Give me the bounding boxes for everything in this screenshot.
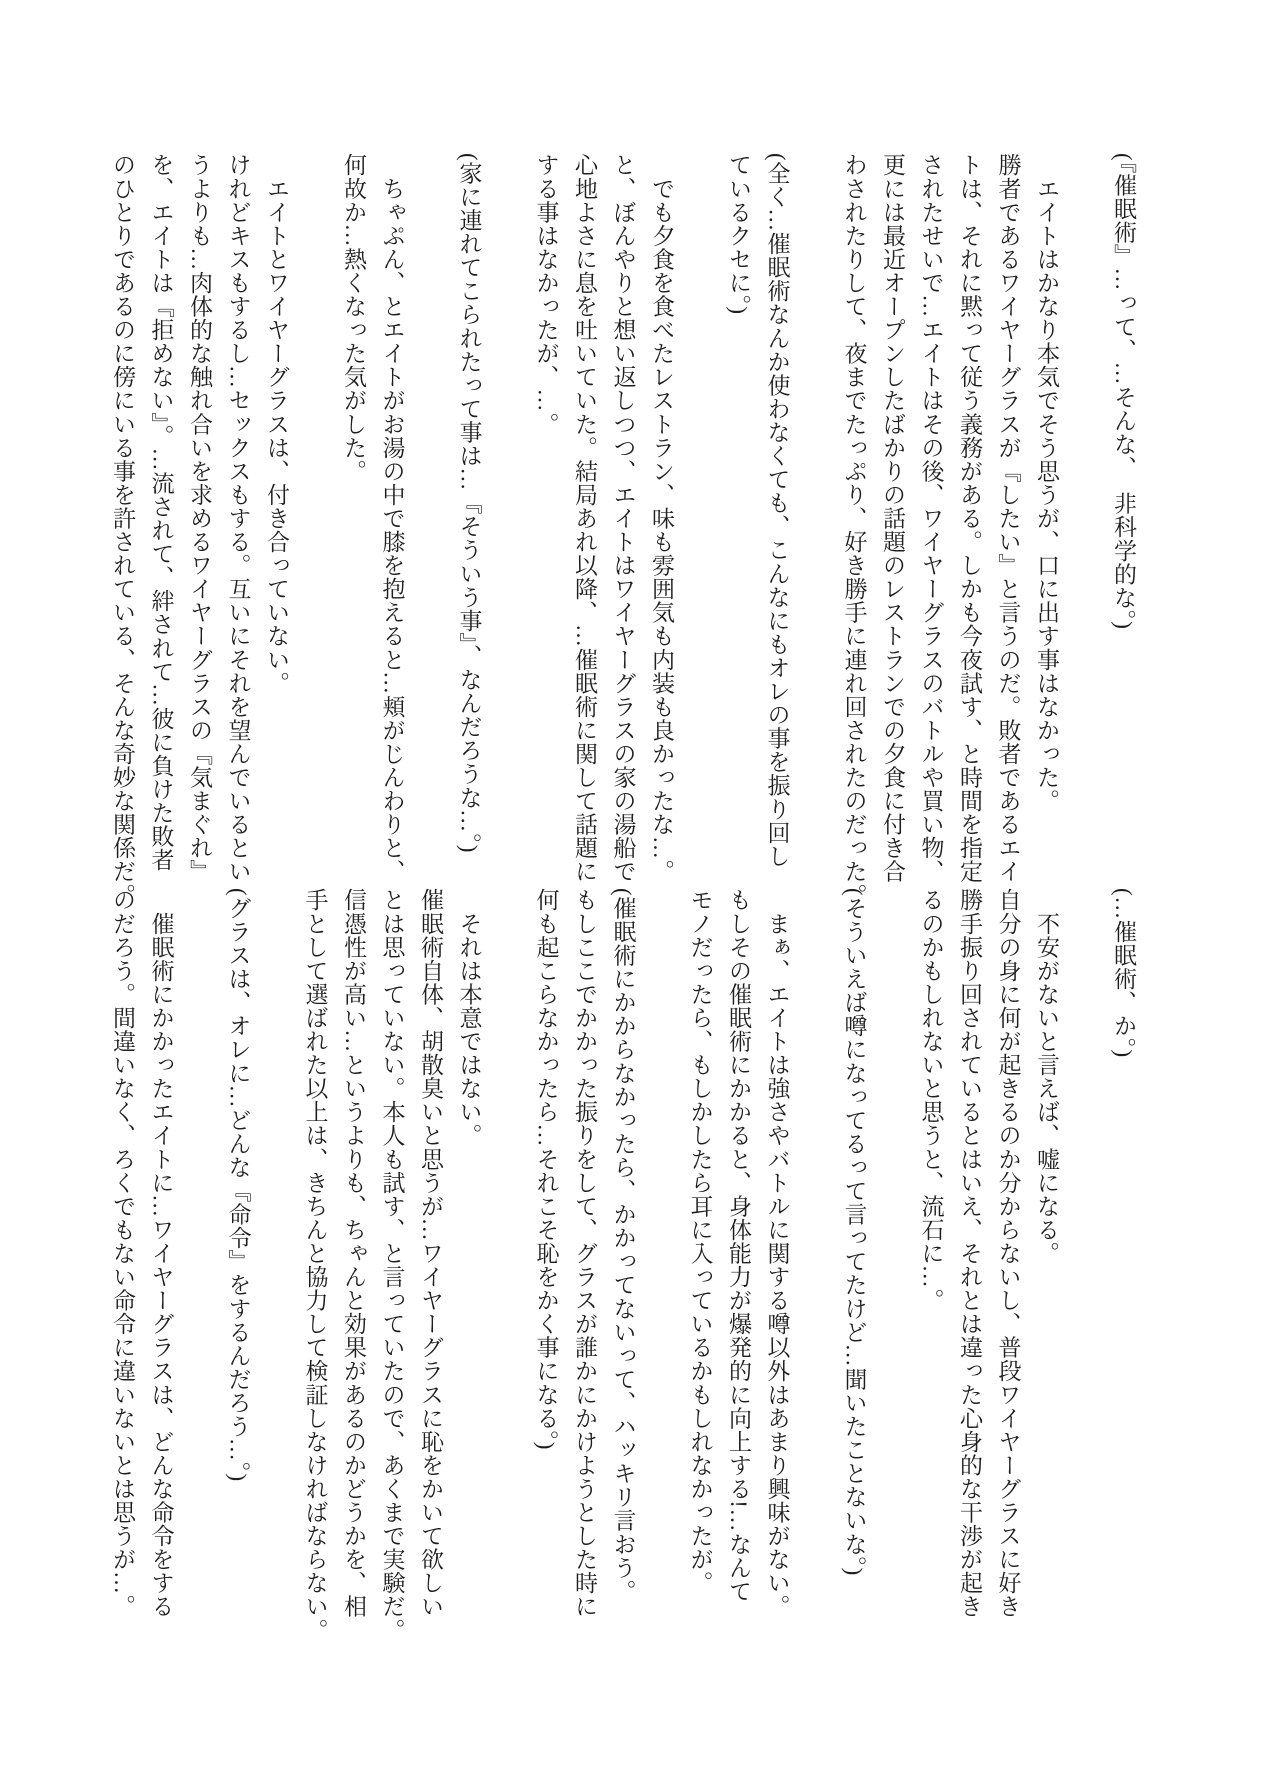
text-line: 信憑性が高い…というよりも、ちゃんと効果があるのかどうかを、相 — [341, 888, 366, 1619]
text-line: とは思っていない。本人も試す、と言っていたので、あくまで実験だ。 — [379, 888, 405, 1642]
text-line: (催眠術にかからなかったら、かかってないって、ハッキリ言おう。 — [610, 888, 636, 1603]
text-line: モノだったら、もしかしたら耳に入っているかもしれなかったが。 — [687, 888, 713, 1595]
text-line: まぁ、エイトは強さやバトルに関する噂以外はあまり興味がない。 — [764, 888, 790, 1619]
text-line: けれどキスもするし…セックスもする。互いにそれを望んでいるとい — [225, 153, 251, 884]
text-line: のひとりであるのに傍にいる事を許されている、そんな奇妙な関係だ。 — [110, 153, 135, 907]
text-line: もしここでかかった振りをして、グラスが誰かにかけようとした時に — [572, 888, 597, 1619]
text-line: もしその催眠術にかかると、身体能力が爆発的に向上する!…なんて — [726, 888, 751, 1603]
text-line: 催眠術にかかったエイトに…ワイヤーグラスは、どんな命令をする — [148, 888, 174, 1619]
text-line: のだろう。間違いなく、ろくでもない命令に違いないとは思うが…。 — [110, 888, 135, 1619]
text-line: (グラスは、オレに…どんな『命令』をするんだろう…。) — [225, 888, 251, 1482]
text-line: でも夕食を食べたレストラン、味も雰囲気も内装も良かったな…。 — [649, 153, 674, 884]
text-line: ているクセに。) — [726, 153, 751, 315]
text-block-top — [103, 153, 1143, 928]
text-line: を、エイトは『拒めない』。…流されて、絆されて…彼に負けた敗者 — [148, 153, 174, 872]
text-line: する事はなかったが、…。 — [533, 153, 559, 436]
text-line: 何も起こらなかったら…それこそ恥をかく事になる。) — [533, 888, 559, 1450]
text-line: エイトとワイヤーグラスは、付き合っていない。 — [264, 153, 289, 695]
text-line: (…催眠術、か。) — [1111, 888, 1136, 1058]
text-line: 自分の身に何が起きるのか分からないし、普段ワイヤーグラスに好き — [995, 888, 1021, 1619]
text-line: 更には最近オープンしたばかりの話題のレストランでの夕食に付き合 — [880, 153, 905, 884]
text-block-bottom — [103, 888, 1143, 1668]
text-line: うよりも…肉体的な触れ合いを求めるワイヤーグラスの『気まぐれ』 — [187, 153, 212, 884]
text-line: 勝者であるワイヤーグラスが『したい』と言うのだ。敗者であるエイ — [995, 153, 1021, 884]
text-line: わされたりして、夜までたっぷり、好き勝手に連れ回されたのだった。 — [841, 153, 867, 907]
text-line: (そういえば噂になってるって言ってたけど…聞いたことないな。) — [841, 888, 867, 1576]
text-line: それは本意ではない。 — [456, 888, 482, 1148]
text-line: ちゃぷん、とエイトがお湯の中で膝を抱えると…頬がじんわりと、 — [379, 153, 405, 884]
text-line: と、ぼんやりと想い返しつつ、エイトはワイヤーグラスの家の湯船で — [610, 153, 636, 884]
text-line: されたせいで…エイトはその後、ワイヤーグラスのバトルや買い物、 — [918, 153, 944, 884]
text-line: 勝手振り回されているとはいえ、それとは違った心身的な干渉が起き — [957, 888, 982, 1619]
text-line: トは、それに黙って従う義務がある。しかも今夜試す、と時間を指定 — [957, 153, 982, 884]
text-line: (『催眠術』…って、…そんな、 非科学的な。) — [1111, 153, 1136, 630]
text-line: 手として選ばれた以上は、きちんと協力して検証しなければならない。 — [302, 888, 328, 1642]
text-line: 心地よさに息を吐いていた。結局あれ以降、…催眠術に関して話題に — [572, 153, 597, 884]
text-line: 催眠術自体、胡散臭いと思うが…ワイヤーグラスに恥をかいて欲しい — [418, 888, 443, 1619]
text-line: るのかもしれないと思うと、流石に…。 — [918, 888, 944, 1312]
text-line: 何故か…熱くなった気がした。 — [341, 153, 366, 483]
text-line: 不安がないと言えば、嘘になる。 — [1034, 888, 1059, 1265]
text-line: (全く…催眠術なんか使わなくても、こんなにもオレの事を振り回し — [764, 153, 790, 868]
text-line: (家に連れてこられたって事は…『そういう事』、なんだろうな…。) — [456, 153, 482, 853]
text-line: エイトはかなり本気でそう思うが、口に出す事はなかった。 — [1034, 153, 1059, 813]
